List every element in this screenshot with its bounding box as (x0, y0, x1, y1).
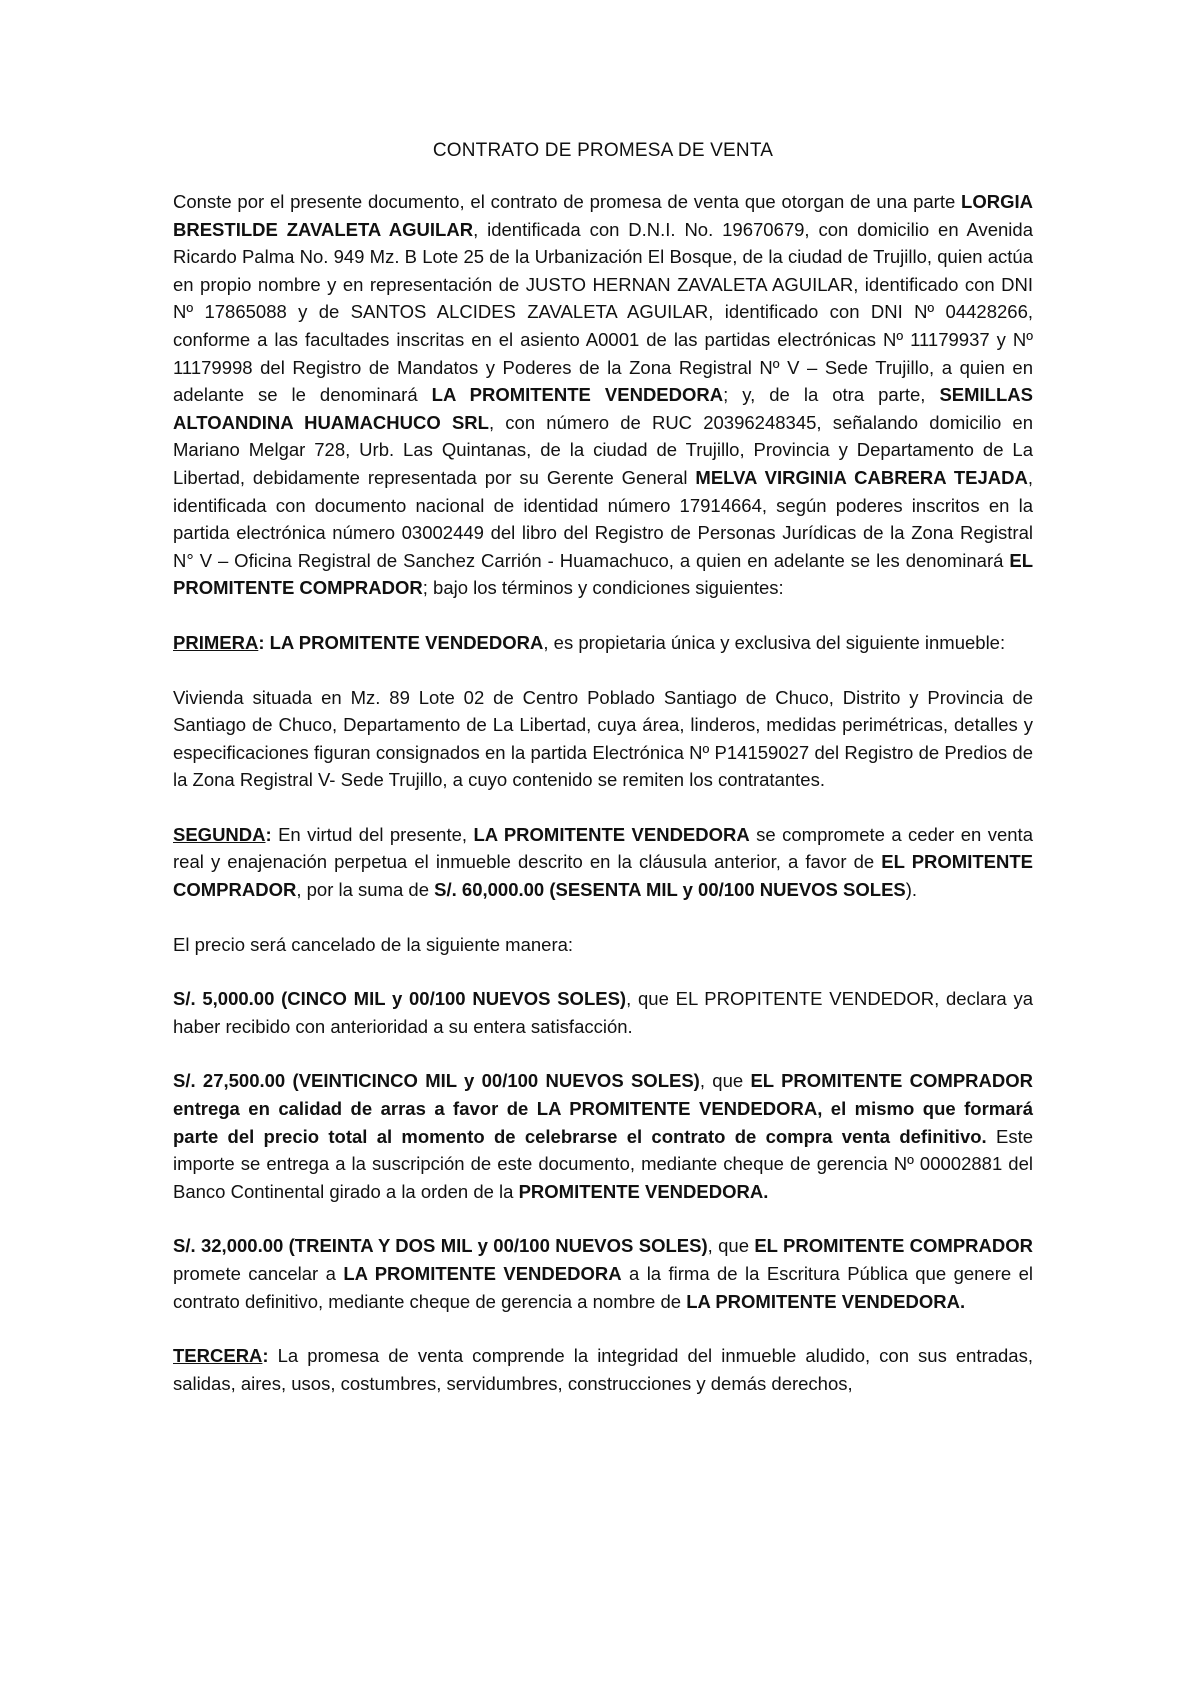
payment-3-text-2: promete cancelar a (173, 1263, 344, 1284)
intro-text-2: , identificada con D.N.I. No. 19670679, con domicilio en Avenida Ricardo Palma No. 949 Mz. B Lote 25 de la Urbanización El Bosque, de la ciudad de Trujillo, quien actúa en propio nombre y en representación de JUSTO HERNAN ZAVALETA AGUILAR, identificado con DNI Nº 17865088 y de SANTOS ALCIDES ZAVALETA AGUILAR, identificado con DNI Nº 04428266, conforme a las facultades inscritas en el asiento A0001 de las partidas electrónicas Nº 11179937 y Nº 11179998 del Registro de Mandatos y Poderes de la Zona Registral Nº V – Sede Trujillo, a quien en adelante se le denominará (173, 218, 1033, 406)
segunda-heading: SEGUNDA (173, 823, 266, 845)
segunda-text-3: , por la suma de (296, 879, 435, 901)
intro-text-5: , identificada con documento nacional de identidad número 17914664, según poderes inscritos en la partida electrónica número 03002449 del libro del Registro de Personas Jurídicas de la Zona Registral N° V – Oficina Registral de Sanchez Carrión - Huamachuco, a quien en adelante se les denominará (173, 466, 1034, 571)
primera-party: LA PROMITENTE VENDEDORA (269, 631, 544, 653)
payment-2-bold-text: EL PROMITENTE COMPRADOR entrega en calidad de arras a favor de LA PROMITENTE VENDEDORA, el mismo que formará parte del precio total al momento de celebrarse el contrato de compra venta definitivo. (173, 1070, 1033, 1147)
segunda-party: LA PROMITENTE VENDEDORA (473, 823, 750, 845)
tercera-text: La promesa de venta comprende la integridad del inmueble aludido, con sus entradas, salidas, aires, usos, costumbres, servidumbres, construcciones y demás derechos, (173, 1345, 1033, 1394)
segunda-text-4: ). (905, 879, 918, 901)
payment-3-text-1: , que (707, 1235, 755, 1257)
payment-intro: El precio será cancelado de la siguiente manera: (173, 933, 574, 955)
buyer-role: EL PROMITENTE COMPRADOR (173, 549, 1033, 599)
segunda-text-1: En virtud del presente, (278, 823, 474, 845)
intro-text-4: , con número de RUC 20396248345, señalando domicilio en Mariano Melgar 728, Urb. Las Quintanas, de la ciudad de Trujillo, Provincia y Departamento de La Libertad, debidamente representada por su Gerente General (173, 411, 1034, 488)
segunda-buyer: EL PROMITENTE COMPRADOR (173, 851, 1033, 901)
segunda-text-2: se compromete a ceder en venta real y enajenación perpetua el inmueble descrito en la cláusula anterior, a favor de (173, 823, 1033, 873)
payment-1-amount: S/. 5,000.00 (CINCO MIL y 00/100 NUEVOS SOLES) (173, 988, 627, 1010)
clause-tercera (173, 1342, 1033, 1397)
document-page (173, 140, 1033, 1397)
buyer-company: SEMILLAS ALTOANDINA HUAMACHUCO SRL (173, 384, 1033, 433)
payment-2-amount: S/. 27,500.00 (VEINTICINCO MIL y 00/100 NUEVOS SOLES) (173, 1070, 700, 1092)
intro-text-3: ; y, de la otra parte, (723, 384, 940, 406)
payment-3-text-3: a la firma de la Escritura Pública que genere el contrato definitivo, mediante cheque de gerencia a nombre de (173, 1263, 1033, 1312)
clause-segunda (173, 821, 1033, 904)
payment-1-text: , que EL PROPITENTE VENDEDOR, declara ya haber recibido con anterioridad a su entera satisfacción. (173, 988, 1033, 1037)
payment-3 (173, 1232, 1033, 1315)
payment-2-party: PROMITENTE VENDEDORA. (518, 1180, 769, 1202)
clause-primera (173, 629, 1033, 657)
tercera-heading: TERCERA (173, 1345, 263, 1367)
payment-3-buyer: EL PROMITENTE COMPRADOR (754, 1235, 1033, 1257)
seller-name: LORGIA BRESTILDE ZAVALETA AGUILAR (173, 191, 1033, 240)
payment-2-text-2: Este importe se entrega a la suscripción de este documento, mediante cheque de gerencia Nº 00002881 del Banco Continental girado a la orden de la (173, 1125, 1033, 1202)
payment-3-party: LA PROMITENTE VENDEDORA (343, 1263, 622, 1284)
intro-text-1: Conste por el presente documento, el contrato de promesa de venta que otorgan de una parte (173, 191, 962, 212)
payment-3-amount: S/. 32,000.00 (TREINTA Y DOS MIL y 00/100 NUEVOS SOLES) (173, 1235, 708, 1257)
payment-3-party-2: LA PROMITENTE VENDEDORA. (686, 1290, 966, 1312)
payment-1 (173, 985, 1033, 1040)
segunda-colon: : (265, 823, 279, 845)
document-title: CONTRATO DE PROMESA DE VENTA (432, 140, 774, 161)
payment-2-text-1: , que (699, 1070, 751, 1092)
primera-colon: : (258, 631, 270, 653)
primera-heading: PRIMERA (173, 631, 259, 653)
property-description: Vivienda situada en Mz. 89 Lote 02 de Centro Poblado Santiago de Chuco, Distrito y Provincia de Santiago de Chuco, Departamento de La Libertad, cuya área, linderos, medidas perimétricas, detalles y especificaciones figuran consignados en la partida Electrónica Nº P14159027 del Registro de Predios de la Zona Registral V- Sede Trujillo, a cuyo contenido se remiten los contratantes. (173, 686, 1033, 791)
primera-text: , es propietaria única y exclusiva del siguiente inmueble: (543, 631, 1006, 653)
intro-text-6: ; bajo los términos y condiciones siguientes: (422, 577, 784, 599)
seller-role: LA PROMITENTE VENDEDORA (431, 384, 724, 406)
manager-name: MELVA VIRGINIA CABRERA TEJADA (695, 466, 1028, 488)
tercera-colon: : (262, 1345, 278, 1367)
intro-paragraph (173, 188, 1033, 602)
segunda-price: S/. 60,000.00 (SESENTA MIL y 00/100 NUEVOS SOLES (434, 879, 906, 901)
payment-2 (173, 1067, 1033, 1205)
